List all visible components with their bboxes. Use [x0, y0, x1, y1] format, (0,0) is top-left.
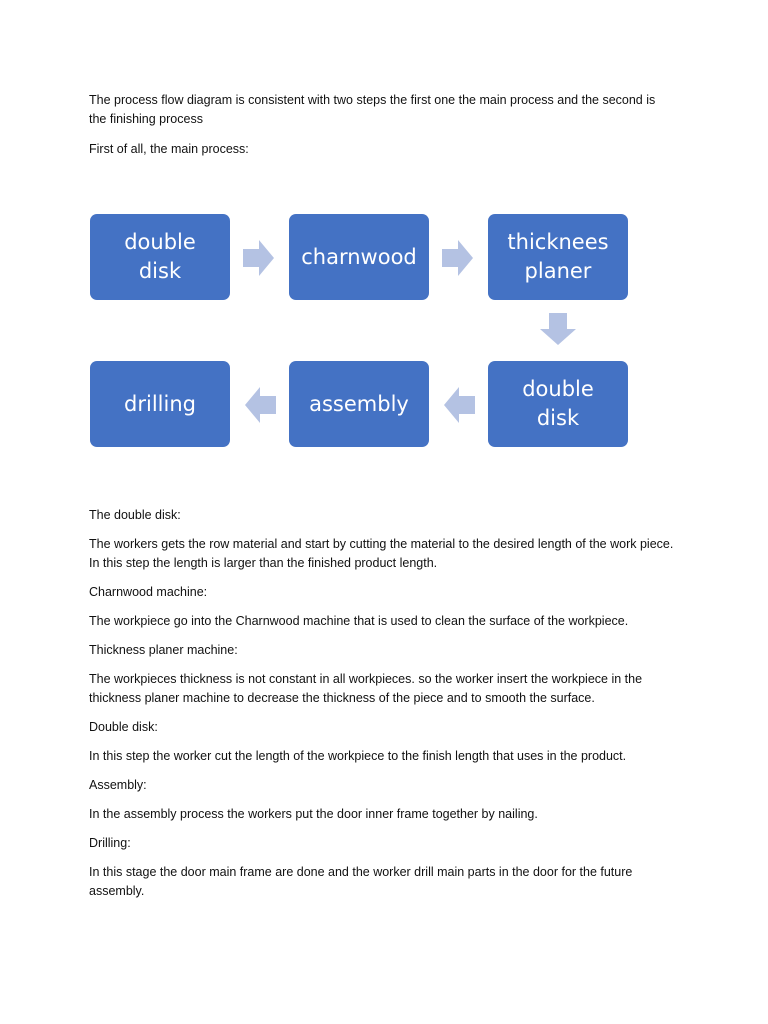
right-arrow-icon	[442, 240, 474, 276]
left-arrow-icon	[443, 387, 475, 423]
intro-lead-in: First of all, the main process:	[89, 142, 249, 156]
section-body: The workpiece go into the Charnwood machine that is used to clean the surface of the workpiece.	[89, 614, 629, 628]
flow-step-double-disk-2: double disk	[488, 361, 628, 447]
section-body: In this stage the door main frame are done and the worker drill main parts in the door for the future assembly.	[89, 865, 633, 898]
left-arrow-icon	[244, 387, 276, 423]
section-body: In this step the worker cut the length of the workpiece to the finish length that uses in the product.	[89, 749, 627, 763]
flow-step-double-disk: double disk	[90, 214, 230, 300]
section-body: The workpieces thickness is not constant in all workpieces. so the worker insert the workpiece in the thickness planer machine to decrease the thickness of the piece and to smooth the surface.	[89, 672, 643, 705]
section-heading: The double disk:	[89, 508, 181, 522]
down-arrow-icon	[540, 313, 576, 345]
section-body: The workers gets the row material and start by cutting the material to the desired length of the work piece. In this step the length is larger than the finished product length.	[89, 537, 674, 570]
flow-step-charnwood: charnwood	[289, 214, 429, 300]
flow-step-assembly: assembly	[289, 361, 429, 447]
right-arrow-icon	[243, 240, 275, 276]
section-heading: Drilling:	[89, 836, 131, 850]
section-heading: Double disk:	[89, 720, 158, 734]
flow-step-drilling: drilling	[90, 361, 230, 447]
flow-step-thickness-planer: thicknees planer	[488, 214, 628, 300]
intro-paragraph: The process flow diagram is consistent with two steps the first one the main process and the second is the finishing process	[89, 93, 656, 126]
section-heading: Assembly:	[89, 778, 147, 792]
section-heading: Thickness planer machine:	[89, 643, 238, 657]
section-heading: Charnwood machine:	[89, 585, 208, 599]
section-body: In the assembly process the workers put the door inner frame together by nailing.	[89, 807, 538, 821]
